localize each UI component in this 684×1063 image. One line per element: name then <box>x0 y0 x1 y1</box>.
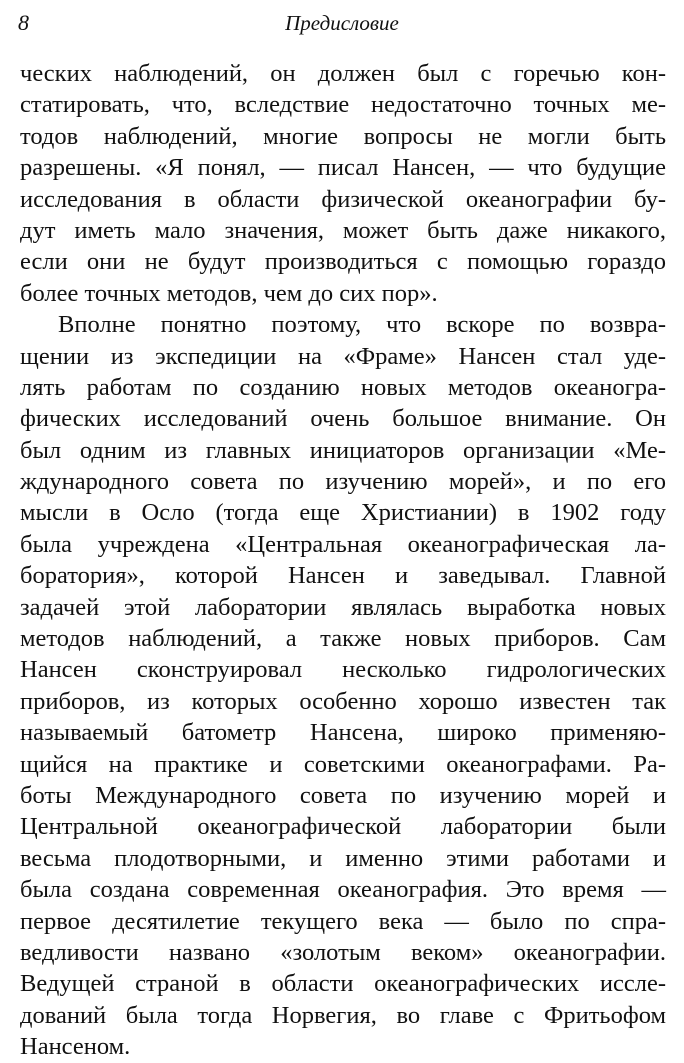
text-line: щийся на практике и советскими океанографами. Ра- <box>20 750 666 778</box>
text-line: Ведущей страной в области океанографических иссле- <box>20 970 666 998</box>
text-line: был одним из главных инициаторов организации «Ме- <box>20 436 666 464</box>
text-line: была создана современная океанография. Это время — <box>20 876 666 904</box>
text-line: боты Международного совета по изучению морей и <box>20 781 666 809</box>
text-line: Нансеном. <box>20 1033 131 1061</box>
text-line: называемый батометр Нансена, широко применяю- <box>20 719 666 747</box>
text-line: приборов, из которых особенно хорошо известен так <box>20 687 666 715</box>
text-line: мысли в Осло (тогда еще Христиании) в 1902 году <box>20 499 666 527</box>
paragraph-2 <box>20 309 666 1062</box>
text-line: ведливости названо «золотым веком» океанографии. <box>20 938 666 966</box>
paragraph-1 <box>20 58 666 309</box>
text-line: исследования в области физической океанографии бу- <box>20 185 666 213</box>
text-line: первое десятилетие текущего века — было по спра- <box>20 907 666 935</box>
text-line: была учреждена «Центральная океанографическая ла- <box>20 530 666 558</box>
text-line: методов наблюдений, а также новых приборов. Сам <box>20 625 666 653</box>
running-title: Предисловие <box>285 11 399 35</box>
text-line: лять работам по созданию новых методов океаногра- <box>20 373 666 401</box>
text-line: дут иметь мало значения, может быть даже никакого, <box>20 216 666 244</box>
text-line: тодов наблюдений, многие вопросы не могли быть <box>20 122 666 150</box>
text-line: щении из экспедиции на «Фраме» Нансен стал уде- <box>20 342 666 370</box>
text-line: Нансен сконструировал несколько гидрологических <box>20 656 666 684</box>
text-line: ческих наблюдений, он должен был с горечью кон- <box>20 60 666 87</box>
text-line: боратория», которой Нансен и заведывал. Главной <box>20 562 666 590</box>
text-line: если они не будут производиться с помощью гораздо <box>20 248 666 276</box>
body-text <box>20 58 666 1063</box>
text-line: ждународного совета по изучению морей», и по его <box>20 468 666 496</box>
text-line: разрешены. «Я понял, — писал Нансен, — что будущие <box>20 154 666 182</box>
text-line: фических исследований очень большое внимание. Он <box>20 405 666 433</box>
page-number: 8 <box>18 10 29 35</box>
text-line: задачей этой лаборатории являлась выработка новых <box>20 593 666 621</box>
text-line: весьма плодотворными, и именно этими работами и <box>20 844 666 872</box>
text-line: Центральной океанографической лаборатории были <box>20 813 666 841</box>
text-line: Вполне понятно поэтому, что вскоре по возвра- <box>58 311 666 339</box>
text-line: более точных методов, чем до сих пор». <box>20 279 438 307</box>
text-line: статировать, что, вследствие недостаточно точных ме- <box>20 91 666 119</box>
text-line: дований была тогда Норвегия, во главе с Фритьофом <box>20 1001 666 1029</box>
